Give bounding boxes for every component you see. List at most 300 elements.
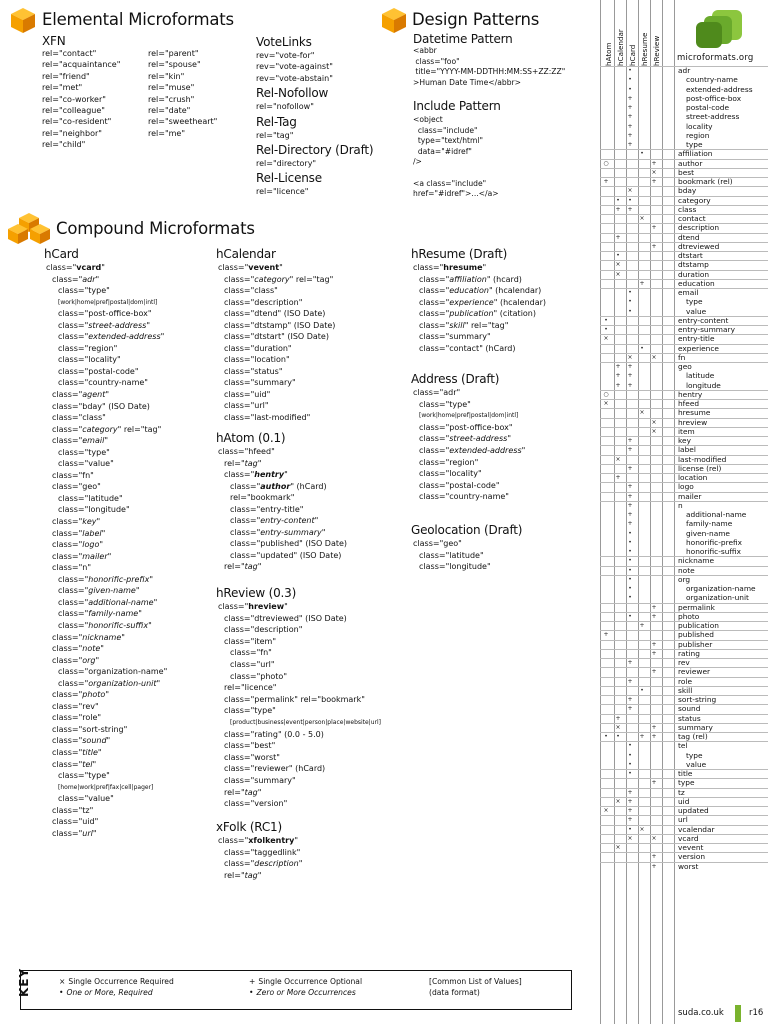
- matrix-item: [674, 862, 768, 871]
- property-line: [46, 782, 167, 794]
- matrix-item: [674, 399, 768, 408]
- property-name: note: [82, 644, 101, 654]
- property-name: latitude: [88, 493, 119, 503]
- property-name: fn: [82, 470, 91, 480]
- property-prefix: [work|home|pref|postal|dom|intl]: [419, 412, 519, 420]
- rel-line: rel="parent": [148, 49, 199, 58]
- property-prefix: class=": [224, 355, 255, 364]
- matrix-mark: •: [628, 751, 632, 759]
- matrix-mark: +: [615, 233, 621, 241]
- matrix-mark: +: [651, 668, 657, 676]
- property-prefix: class=": [58, 309, 89, 319]
- property-line: [218, 446, 347, 458]
- property-name: location: [254, 355, 286, 364]
- property-name: affiliation: [449, 274, 487, 284]
- property-suffix: " (hcalendar): [488, 286, 542, 295]
- matrix-item-label: dtreviewed: [678, 241, 720, 251]
- matrix-item-label: dtstamp: [678, 260, 709, 270]
- property-suffix: ": [105, 390, 110, 400]
- property-suffix: ": [102, 413, 106, 423]
- matrix-mark: +: [627, 788, 633, 796]
- property-prefix: class=": [52, 424, 83, 434]
- property-prefix: class=": [52, 644, 83, 654]
- property-line: [46, 816, 167, 828]
- matrix-item-label: uid: [678, 796, 690, 806]
- matrix-mark: +: [651, 733, 657, 740]
- property-suffix: ": [292, 775, 296, 785]
- property-name: value: [88, 794, 111, 804]
- matrix-mark: •: [628, 825, 632, 833]
- property-line: [46, 274, 167, 286]
- property-suffix: ": [257, 458, 262, 468]
- property-line: [413, 262, 546, 274]
- property-suffix: ": [276, 752, 280, 762]
- rel-line: rel="nofollow": [256, 102, 314, 112]
- property-line: [46, 516, 167, 528]
- property-name: category: [254, 274, 290, 284]
- matrix-mark: +: [627, 141, 633, 148]
- matrix-item: [674, 612, 768, 621]
- key-item: [59, 988, 153, 998]
- matrix-item-label: best: [678, 167, 694, 177]
- matrix-mark: +: [627, 437, 633, 444]
- property-name: description: [254, 625, 299, 635]
- property-prefix: class=": [224, 613, 255, 623]
- matrix-mark: •: [616, 252, 620, 259]
- property-name: best: [254, 741, 272, 751]
- block-title: Address (Draft): [411, 372, 500, 386]
- property-suffix: " (ISO Date): [281, 332, 329, 341]
- property-name: url: [260, 659, 271, 669]
- property-prefix: class=": [52, 724, 83, 734]
- property-prefix: class=": [224, 636, 255, 646]
- property-prefix: rel=": [224, 870, 245, 880]
- matrix-item-label: hentry: [678, 389, 703, 399]
- property-suffix: ": [95, 274, 100, 284]
- property-suffix: " (0.0 - 5.0): [277, 729, 324, 739]
- matrix-item: [674, 677, 768, 686]
- matrix-mark: ×: [615, 270, 621, 278]
- property-name: licence: [244, 683, 273, 693]
- property-suffix: ": [283, 671, 288, 681]
- property-prefix: class=": [52, 390, 83, 400]
- property-name: type: [254, 706, 273, 716]
- property-line: [218, 274, 335, 286]
- property-name: photo: [260, 671, 284, 681]
- property-line: [218, 538, 347, 550]
- property-line: [46, 331, 167, 343]
- matrix-item: [674, 649, 768, 658]
- hresume-block: [413, 247, 546, 354]
- property-name: vcard: [76, 263, 102, 272]
- property-name: title: [82, 747, 98, 757]
- property-prefix: class=": [419, 469, 450, 479]
- property-name: contact: [449, 343, 480, 353]
- matrix-item: [674, 686, 768, 695]
- matrix-item-label: sort-string: [678, 695, 717, 704]
- matrix-item-label: postal-code: [686, 103, 730, 112]
- property-prefix: class=": [58, 320, 89, 330]
- matrix-item: [674, 519, 768, 528]
- matrix-item: [674, 177, 768, 186]
- property-line: [46, 701, 167, 713]
- matrix-item: [674, 473, 768, 482]
- property-suffix: ": [138, 609, 142, 619]
- matrix-item: [674, 131, 768, 140]
- rel-line: rel="sweetheart": [148, 117, 218, 127]
- matrix-item-label: status: [678, 713, 701, 723]
- matrix-mark: ×: [651, 834, 657, 842]
- property-prefix: class=": [224, 741, 255, 751]
- property-prefix: class=": [58, 493, 89, 503]
- matrix-item: [674, 630, 768, 639]
- property-prefix: class=": [52, 563, 83, 573]
- property-line: [46, 528, 167, 540]
- property-line: [46, 493, 167, 505]
- property-line: [46, 608, 167, 620]
- matrix-item-label: organization-name: [686, 584, 756, 593]
- property-suffix: ": [87, 563, 92, 573]
- matrix-mark: ×: [603, 807, 609, 814]
- matrix-item-label: affiliation: [678, 149, 713, 159]
- property-prefix: class=": [52, 759, 83, 769]
- property-name: class: [254, 286, 275, 295]
- matrix-item: [674, 667, 768, 676]
- property-suffix: ": [156, 678, 161, 688]
- property-name: photo: [82, 690, 106, 700]
- matrix-item: [674, 621, 768, 630]
- property-suffix: " rel="tag": [117, 424, 162, 434]
- matrix-mark: +: [627, 816, 633, 824]
- property-line: [218, 377, 335, 389]
- matrix-mark: ×: [627, 834, 633, 842]
- key-text: (data format): [429, 988, 480, 997]
- property-prefix: class=": [52, 736, 83, 746]
- key-text: Single Occurrence Required: [68, 977, 174, 986]
- matrix-item: [674, 547, 768, 556]
- matrix-item: [674, 186, 768, 195]
- matrix-mark: ○: [603, 159, 609, 167]
- matrix-mark: +: [651, 649, 657, 657]
- property-name: given-name: [88, 586, 136, 596]
- property-line: [46, 424, 167, 436]
- matrix-item-label: tz: [678, 787, 685, 797]
- property-line: [46, 666, 167, 678]
- key-item: [59, 977, 174, 987]
- matrix-mark: •: [628, 529, 632, 537]
- property-prefix: class=": [224, 470, 255, 479]
- property-name: tz: [82, 805, 90, 815]
- property-line: [218, 858, 302, 870]
- matrix-item-label: tag (rel): [678, 732, 708, 741]
- property-suffix: ": [101, 528, 106, 538]
- matrix-item-label: logo: [678, 482, 694, 492]
- property-prefix: class=": [52, 436, 83, 446]
- matrix-item-label: vcard: [678, 833, 699, 843]
- property-prefix: class=": [419, 309, 450, 318]
- matrix-mark: +: [651, 640, 657, 648]
- property-prefix: [product|business|event|person|place|website|url]: [230, 718, 382, 726]
- property-prefix: class=": [52, 540, 83, 550]
- matrix-item: [674, 344, 768, 353]
- block-title: hReview (0.3): [216, 586, 297, 600]
- matrix-mark: •: [628, 538, 632, 546]
- property-prefix: class=": [419, 274, 450, 284]
- matrix-item-label: extended-address: [686, 84, 753, 94]
- matrix-header: hCalendar: [616, 29, 625, 66]
- property-suffix: ": [153, 597, 158, 607]
- matrix-mark: +: [639, 279, 645, 287]
- property-line: [46, 320, 167, 332]
- property-prefix: class=": [52, 551, 83, 561]
- matrix-item-label: publisher: [678, 639, 713, 649]
- property-line: [413, 308, 546, 320]
- property-suffix: ": [479, 550, 484, 560]
- matrix-item: [674, 297, 768, 306]
- property-suffix: ": [123, 724, 128, 734]
- property-name: n: [82, 563, 88, 573]
- property-name: key: [82, 517, 97, 527]
- matrix-item-label: tel: [678, 741, 688, 751]
- property-suffix: ": [474, 457, 479, 467]
- property-suffix: " (ISO Date): [287, 320, 336, 330]
- property-suffix: ": [268, 648, 272, 658]
- matrix-item-label: entry-summary: [678, 325, 735, 334]
- property-name: longitude: [449, 562, 487, 571]
- property-name: permalink: [254, 694, 295, 704]
- matrix-item-label: given-name: [686, 528, 730, 538]
- matrix-mark: ×: [651, 427, 657, 435]
- property-name: additional-name: [88, 597, 154, 607]
- matrix-mark: +: [627, 511, 633, 518]
- property-prefix: class=": [419, 445, 450, 455]
- matrix-item: [674, 66, 768, 75]
- geolocation-block: [413, 523, 522, 573]
- matrix-item-label: item: [678, 426, 695, 436]
- matrix-mark: +: [627, 205, 633, 213]
- property-prefix: class=": [58, 343, 89, 353]
- matrix-mark: •: [628, 76, 632, 84]
- property-prefix: class=": [58, 620, 89, 630]
- property-suffix: ": [105, 690, 110, 700]
- property-suffix: ": [257, 562, 262, 571]
- property-prefix: class=": [419, 286, 450, 295]
- property-prefix: class=": [224, 320, 255, 330]
- property-suffix: ": [298, 297, 303, 307]
- matrix-item: [674, 778, 768, 787]
- matrix-mark: +: [651, 853, 657, 861]
- property-line: [46, 481, 167, 493]
- property-suffix: ": [264, 401, 269, 410]
- matrix-mark: •: [628, 575, 632, 583]
- matrix-item: [674, 168, 768, 177]
- footer-site: suda.co.uk: [678, 1008, 724, 1018]
- matrix-item-label: entry-title: [678, 334, 715, 344]
- property-suffix: " (citation): [493, 309, 536, 318]
- property-suffix: ": [96, 517, 101, 527]
- property-name: education: [449, 286, 489, 295]
- property-prefix: class=": [224, 286, 255, 295]
- matrix-mark: +: [651, 159, 657, 167]
- matrix-mark: +: [603, 631, 609, 639]
- property-name: organization-unit: [88, 678, 157, 688]
- property-line: [46, 689, 167, 701]
- property-name: rev: [82, 701, 96, 711]
- property-name: summary: [254, 378, 292, 387]
- property-suffix: ": [321, 527, 326, 537]
- matrix-item-label: label: [678, 445, 696, 455]
- rel-line: rev="vote-against": [256, 62, 333, 72]
- matrix-mark: •: [628, 548, 632, 555]
- property-suffix: ": [314, 516, 319, 525]
- matrix-mark: •: [640, 686, 644, 694]
- property-name: updated: [260, 550, 294, 560]
- property-prefix: class=": [52, 401, 83, 411]
- property-suffix: ": [271, 741, 276, 751]
- matrix-item: [674, 140, 768, 149]
- matrix-mark: +: [627, 131, 633, 139]
- property-name: skill: [449, 320, 465, 330]
- block-title: hCard: [44, 247, 79, 261]
- property-line: [46, 551, 167, 563]
- matrix-item-label: value: [686, 306, 707, 316]
- matrix-item: [674, 806, 768, 815]
- property-name: family-name: [88, 609, 139, 619]
- property-prefix: class=": [58, 366, 89, 376]
- property-prefix: rel=": [224, 683, 245, 693]
- property-prefix: class=": [224, 706, 255, 716]
- property-suffix: " (hCard): [290, 481, 327, 491]
- property-name: hreview: [248, 602, 285, 611]
- property-line: [413, 331, 546, 343]
- matrix-item: [674, 112, 768, 121]
- property-suffix: ": [294, 836, 299, 845]
- key-text: [Common List of Values]: [429, 977, 522, 986]
- property-prefix: class=": [224, 332, 255, 341]
- property-name: entry-content: [260, 516, 315, 525]
- matrix-mark: +: [651, 242, 657, 250]
- property-name: locality: [88, 355, 117, 365]
- property-line: [46, 470, 167, 482]
- matrix-item: [674, 852, 768, 861]
- property-prefix: class=": [413, 539, 444, 548]
- matrix-mark: +: [651, 178, 657, 185]
- property-suffix: ": [97, 713, 102, 723]
- matrix-mark: •: [628, 566, 632, 574]
- property-prefix: class=": [419, 457, 450, 467]
- matrix-item: [674, 288, 768, 297]
- property-line: [413, 468, 525, 480]
- matrix-mark: +: [639, 733, 645, 740]
- rel-line: rel="friend": [42, 71, 90, 81]
- property-prefix: class=": [58, 505, 89, 515]
- matrix-item-label: vcalendar: [678, 824, 715, 834]
- property-prefix: class=": [224, 274, 255, 284]
- property-name: logo: [82, 540, 100, 550]
- matrix-item: [674, 408, 768, 417]
- property-name: adr: [443, 388, 457, 397]
- property-name: dtstamp: [254, 320, 288, 330]
- rel-line: rel="met": [42, 83, 83, 93]
- property-prefix: class=": [52, 713, 83, 723]
- property-name: type: [449, 399, 468, 409]
- property-line: [46, 401, 167, 413]
- property-name: nickname: [82, 632, 122, 642]
- matrix-item-label: updated: [678, 806, 709, 815]
- property-line: [218, 308, 335, 320]
- property-line: [413, 320, 546, 332]
- property-name: region: [88, 343, 114, 353]
- property-name: duration: [254, 343, 288, 353]
- matrix-item-label: duration: [678, 269, 710, 279]
- property-name: email: [82, 436, 105, 446]
- property-prefix: class=": [419, 492, 450, 502]
- rel-line: rel="kin": [148, 71, 185, 81]
- property-suffix: ": [458, 539, 462, 548]
- property-line: [413, 491, 525, 503]
- property-suffix: ": [106, 286, 110, 296]
- key-symbol: •: [59, 988, 64, 997]
- section-title-design: Design Patterns: [412, 10, 540, 29]
- microformats-logo-icon: [694, 8, 746, 52]
- property-suffix: ": [147, 309, 152, 319]
- matrix-item: [674, 797, 768, 806]
- property-line: [218, 527, 347, 539]
- property-name: organization-name: [88, 667, 164, 677]
- matrix-item: [674, 445, 768, 454]
- property-prefix: class=": [224, 625, 255, 635]
- property-prefix: class=": [224, 366, 255, 376]
- matrix-item: [674, 251, 768, 260]
- property-name: postal-code: [449, 480, 496, 490]
- property-prefix: class=": [224, 729, 255, 739]
- property-name: org: [82, 655, 96, 665]
- matrix-header: hReview: [652, 35, 661, 66]
- property-line: [46, 377, 167, 389]
- matrix-item: [674, 815, 768, 824]
- matrix-item-label: email: [678, 288, 699, 297]
- property-name: latitude: [449, 550, 480, 560]
- property-suffix: ": [116, 355, 121, 365]
- property-line: [46, 828, 167, 840]
- matrix-item-label: author: [678, 158, 703, 168]
- property-line: [218, 601, 381, 613]
- matrix-item-label: permalink: [678, 602, 715, 612]
- matrix-mark: •: [604, 316, 608, 324]
- property-suffix: ": [284, 602, 288, 611]
- matrix-item-label: rating: [678, 648, 700, 658]
- cubes-cluster-icon: [6, 212, 52, 246]
- xfn-title: XFN: [42, 34, 66, 48]
- property-suffix: ": [125, 505, 130, 515]
- rel-line: rel="directory": [256, 159, 317, 169]
- property-suffix: ": [95, 701, 99, 711]
- property-suffix: ": [106, 736, 111, 746]
- property-name: last-modified: [254, 412, 307, 422]
- matrix-item: [674, 103, 768, 112]
- property-line: [46, 770, 167, 782]
- property-line: [218, 389, 335, 401]
- rel-line: rel="date": [148, 106, 191, 116]
- property-suffix: ": [99, 540, 104, 550]
- property-name: hfeed: [248, 447, 272, 456]
- property-suffix: ": [292, 378, 296, 387]
- matrix-item-label: class: [678, 204, 697, 214]
- property-prefix: rel=": [224, 458, 245, 468]
- matrix-item: [674, 334, 768, 343]
- property-line: [413, 480, 525, 492]
- property-line: [218, 297, 335, 309]
